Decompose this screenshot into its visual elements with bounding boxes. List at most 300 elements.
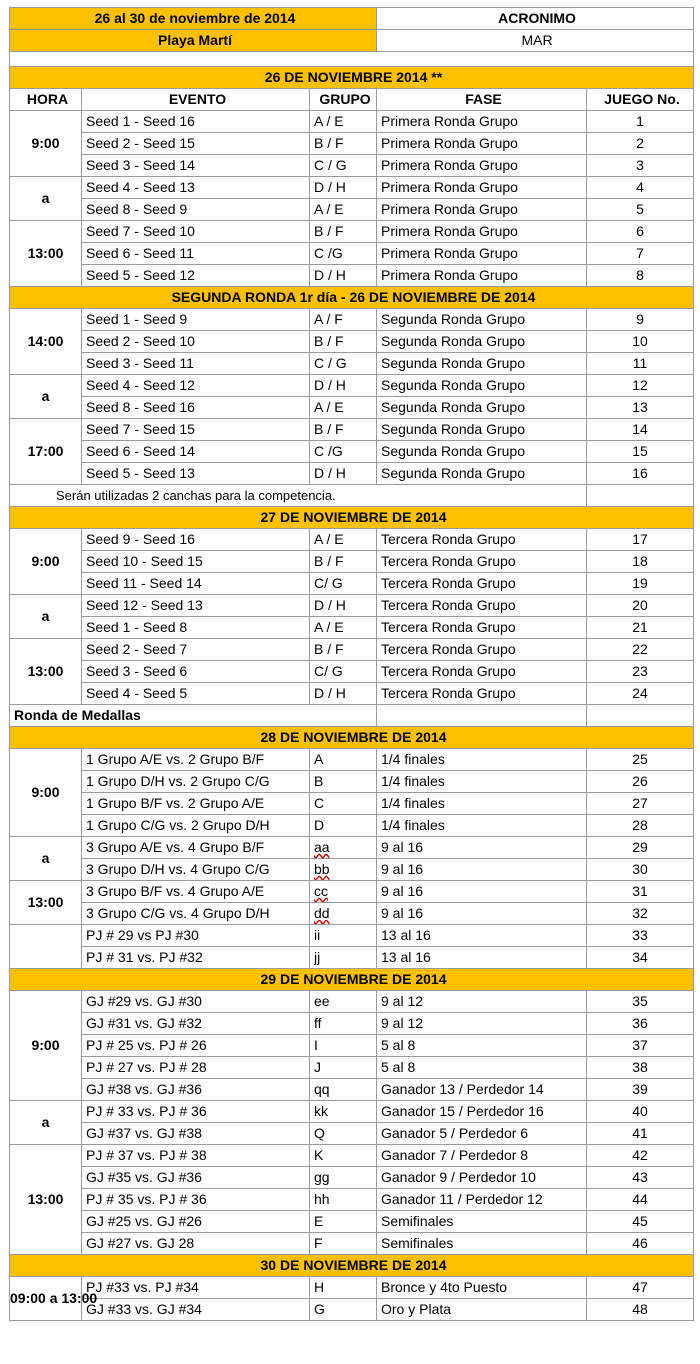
group-code: ff xyxy=(314,1015,322,1031)
group-code: ii xyxy=(314,927,321,943)
phase-cell: Tercera Ronda Grupo xyxy=(377,573,587,595)
group-cell xyxy=(310,881,377,903)
phase-cell: Segunda Ronda Grupo xyxy=(377,309,587,331)
event-cell: GJ #31 vs. GJ #32 xyxy=(82,1013,310,1035)
group-cell xyxy=(310,1079,377,1101)
group-code: cc xyxy=(314,883,328,899)
col-grupo-header: GRUPO xyxy=(310,89,377,111)
match-row xyxy=(10,199,694,221)
group-code: J xyxy=(314,1059,321,1075)
event-cell: Seed 1 - Seed 8 xyxy=(82,617,310,639)
group-code: C xyxy=(314,795,325,811)
venue-name: Playa Martí xyxy=(10,30,377,52)
match-row xyxy=(10,749,694,771)
group-cell xyxy=(310,1167,377,1189)
phase-cell: 5 al 8 xyxy=(377,1035,587,1057)
match-row xyxy=(10,155,694,177)
match-row xyxy=(10,815,694,837)
phase-cell: Segunda Ronda Grupo xyxy=(377,331,587,353)
event-cell: 3 Grupo C/G vs. 4 Grupo D/H xyxy=(82,903,310,925)
group-cell xyxy=(310,1233,377,1255)
phase-cell: Ganador 13 / Perdedor 14 xyxy=(377,1079,587,1101)
match-row xyxy=(10,771,694,793)
group-cell xyxy=(310,133,377,155)
event-cell: GJ #27 vs. GJ 28 xyxy=(82,1233,310,1255)
group-cell xyxy=(310,331,377,353)
match-row xyxy=(10,1277,694,1299)
event-cell: 1 Grupo B/F vs. 2 Grupo A/E xyxy=(82,793,310,815)
phase-cell: Ganador 15 / Perdedor 16 xyxy=(377,1101,587,1123)
group-code: B xyxy=(314,773,324,789)
section-title: SEGUNDA RONDA 1r día - 26 DE NOVIEMBRE DE 2014 xyxy=(10,287,694,309)
medal-round-empty xyxy=(377,705,587,727)
game-number-cell: 34 xyxy=(587,947,694,969)
group-code: A xyxy=(314,751,324,767)
phase-cell: 1/4 finales xyxy=(377,771,587,793)
phase-cell: Ganador 5 / Perdedor 6 xyxy=(377,1123,587,1145)
event-cell: Seed 11 - Seed 14 xyxy=(82,573,310,595)
match-row xyxy=(10,925,694,947)
group-code: B / F xyxy=(314,333,344,349)
event-cell: 3 Grupo A/E vs. 4 Grupo B/F xyxy=(82,837,310,859)
event-cell: PJ #33 vs. PJ #34 xyxy=(82,1277,310,1299)
group-code: A / E xyxy=(314,531,344,547)
schedule-table xyxy=(9,7,694,1321)
event-cell: Seed 8 - Seed 16 xyxy=(82,397,310,419)
column-header-row xyxy=(10,89,694,111)
phase-cell: Oro y Plata xyxy=(377,1299,587,1321)
time-cell: 9:00 xyxy=(10,749,82,837)
event-cell: Seed 8 - Seed 9 xyxy=(82,199,310,221)
time-cell: a xyxy=(10,837,82,881)
event-cell: Seed 2 - Seed 15 xyxy=(82,133,310,155)
event-dates: 26 al 30 de noviembre de 2014 xyxy=(10,8,377,30)
match-row xyxy=(10,881,694,903)
game-number-cell: 3 xyxy=(587,155,694,177)
phase-cell: 13 al 16 xyxy=(377,925,587,947)
time-cell: a xyxy=(10,1101,82,1145)
game-number-cell: 37 xyxy=(587,1035,694,1057)
phase-cell: Primera Ronda Grupo xyxy=(377,265,587,287)
event-cell: GJ #37 vs. GJ #38 xyxy=(82,1123,310,1145)
group-cell xyxy=(310,1013,377,1035)
medal-round-row xyxy=(10,705,694,727)
match-row xyxy=(10,1189,694,1211)
phase-cell: Primera Ronda Grupo xyxy=(377,177,587,199)
section-title: 29 DE NOVIEMBRE DE 2014 xyxy=(10,969,694,991)
group-code: aa xyxy=(314,839,330,855)
group-cell xyxy=(310,617,377,639)
group-cell xyxy=(310,573,377,595)
time-cell: 14:00 xyxy=(10,309,82,375)
col-hora-header: HORA xyxy=(10,89,82,111)
event-cell: GJ #25 vs. GJ #26 xyxy=(82,1211,310,1233)
match-row xyxy=(10,1123,694,1145)
game-number-cell: 27 xyxy=(587,793,694,815)
group-code: B / F xyxy=(314,135,344,151)
group-code: D / H xyxy=(314,685,346,701)
game-number-cell: 8 xyxy=(587,265,694,287)
game-number-cell: 39 xyxy=(587,1079,694,1101)
event-cell: Seed 2 - Seed 10 xyxy=(82,331,310,353)
match-row xyxy=(10,903,694,925)
group-code: C /G xyxy=(314,443,343,459)
group-code: D / H xyxy=(314,377,346,393)
event-cell: 3 Grupo B/F vs. 4 Grupo A/E xyxy=(82,881,310,903)
phase-cell: 9 al 16 xyxy=(377,859,587,881)
phase-cell: Tercera Ronda Grupo xyxy=(377,617,587,639)
phase-cell: 9 al 12 xyxy=(377,1013,587,1035)
group-code: C/ G xyxy=(314,663,343,679)
time-cell: 13:00 xyxy=(10,881,82,925)
group-cell xyxy=(310,661,377,683)
match-row xyxy=(10,463,694,485)
acronym-value: MAR xyxy=(377,30,694,52)
match-row xyxy=(10,441,694,463)
phase-cell: Segunda Ronda Grupo xyxy=(377,375,587,397)
group-cell xyxy=(310,749,377,771)
time-cell: 9:00 xyxy=(10,529,82,595)
spacer-cell xyxy=(10,52,694,67)
group-cell xyxy=(310,155,377,177)
game-number-cell: 36 xyxy=(587,1013,694,1035)
game-number-cell: 19 xyxy=(587,573,694,595)
match-row xyxy=(10,243,694,265)
game-number-cell: 48 xyxy=(587,1299,694,1321)
group-cell xyxy=(310,1189,377,1211)
group-cell xyxy=(310,1123,377,1145)
group-cell xyxy=(310,771,377,793)
event-cell: PJ # 25 vs. PJ # 26 xyxy=(82,1035,310,1057)
game-number-cell: 12 xyxy=(587,375,694,397)
game-number-cell: 24 xyxy=(587,683,694,705)
phase-cell: Tercera Ronda Grupo xyxy=(377,551,587,573)
group-code: F xyxy=(314,1235,323,1251)
event-cell: Seed 5 - Seed 13 xyxy=(82,463,310,485)
group-cell xyxy=(310,991,377,1013)
game-number-cell: 21 xyxy=(587,617,694,639)
time-cell: a xyxy=(10,375,82,419)
match-row xyxy=(10,683,694,705)
game-number-cell: 33 xyxy=(587,925,694,947)
event-cell: GJ #35 vs. GJ #36 xyxy=(82,1167,310,1189)
col-juego-header: JUEGO No. xyxy=(587,89,694,111)
game-number-cell: 5 xyxy=(587,199,694,221)
match-row xyxy=(10,309,694,331)
group-code: hh xyxy=(314,1191,330,1207)
group-code: A / E xyxy=(314,201,344,217)
group-cell xyxy=(310,551,377,573)
game-number-cell: 35 xyxy=(587,991,694,1013)
phase-cell: Ganador 11 / Perdedor 12 xyxy=(377,1189,587,1211)
courts-note: Serán utilizadas 2 canchas para la competencia. xyxy=(10,485,587,507)
note-empty-cell xyxy=(587,485,694,507)
event-cell: PJ # 37 vs. PJ # 38 xyxy=(82,1145,310,1167)
time-cell: 09:00 a 13:00 xyxy=(10,1277,82,1321)
section-band xyxy=(10,67,694,89)
match-row xyxy=(10,1211,694,1233)
phase-cell: 9 al 12 xyxy=(377,991,587,1013)
event-cell: 1 Grupo D/H vs. 2 Grupo C/G xyxy=(82,771,310,793)
game-number-cell: 18 xyxy=(587,551,694,573)
match-row xyxy=(10,133,694,155)
game-number-cell: 47 xyxy=(587,1277,694,1299)
phase-cell: 1/4 finales xyxy=(377,749,587,771)
event-cell: Seed 1 - Seed 9 xyxy=(82,309,310,331)
group-code: kk xyxy=(314,1103,328,1119)
match-row xyxy=(10,1101,694,1123)
phase-cell: 9 al 16 xyxy=(377,903,587,925)
group-code: A / E xyxy=(314,399,344,415)
group-code: jj xyxy=(314,949,321,965)
game-number-cell: 16 xyxy=(587,463,694,485)
event-cell: Seed 1 - Seed 16 xyxy=(82,111,310,133)
group-cell xyxy=(310,1101,377,1123)
group-cell xyxy=(310,529,377,551)
match-row xyxy=(10,1013,694,1035)
group-cell xyxy=(310,199,377,221)
game-number-cell: 25 xyxy=(587,749,694,771)
group-cell xyxy=(310,397,377,419)
match-row xyxy=(10,617,694,639)
event-cell: 1 Grupo A/E vs. 2 Grupo B/F xyxy=(82,749,310,771)
game-number-cell: 32 xyxy=(587,903,694,925)
section-title: 27 DE NOVIEMBRE DE 2014 xyxy=(10,507,694,529)
game-number-cell: 15 xyxy=(587,441,694,463)
phase-cell: 13 al 16 xyxy=(377,947,587,969)
phase-cell: Tercera Ronda Grupo xyxy=(377,529,587,551)
game-number-cell: 13 xyxy=(587,397,694,419)
game-number-cell: 7 xyxy=(587,243,694,265)
event-cell: PJ # 31 vs. PJ #32 xyxy=(82,947,310,969)
phase-cell: Semifinales xyxy=(377,1211,587,1233)
group-code: H xyxy=(314,1279,325,1295)
group-code: B / F xyxy=(314,553,344,569)
group-cell xyxy=(310,925,377,947)
phase-cell: 1/4 finales xyxy=(377,815,587,837)
event-cell: Seed 4 - Seed 5 xyxy=(82,683,310,705)
phase-cell: Segunda Ronda Grupo xyxy=(377,441,587,463)
group-code: C / G xyxy=(314,157,347,173)
phase-cell: Primera Ronda Grupo xyxy=(377,133,587,155)
match-row xyxy=(10,177,694,199)
phase-cell: 5 al 8 xyxy=(377,1057,587,1079)
group-code: A / E xyxy=(314,619,344,635)
event-cell: GJ #33 vs. GJ #34 xyxy=(82,1299,310,1321)
match-row xyxy=(10,111,694,133)
match-row xyxy=(10,573,694,595)
event-cell: Seed 6 - Seed 11 xyxy=(82,243,310,265)
match-row xyxy=(10,375,694,397)
game-number-cell: 4 xyxy=(587,177,694,199)
game-number-cell: 43 xyxy=(587,1167,694,1189)
group-code: A / F xyxy=(314,311,343,327)
group-code: A / E xyxy=(314,113,344,129)
game-number-cell: 30 xyxy=(587,859,694,881)
game-number-cell: 6 xyxy=(587,221,694,243)
group-code: I xyxy=(314,1037,318,1053)
group-code: C / G xyxy=(314,355,347,371)
time-cell: 9:00 xyxy=(10,991,82,1101)
phase-cell: Semifinales xyxy=(377,1233,587,1255)
group-cell xyxy=(310,221,377,243)
game-number-cell: 1 xyxy=(587,111,694,133)
header-row-2 xyxy=(10,30,694,52)
phase-cell: Tercera Ronda Grupo xyxy=(377,683,587,705)
match-row xyxy=(10,639,694,661)
group-code: E xyxy=(314,1213,324,1229)
game-number-cell: 40 xyxy=(587,1101,694,1123)
phase-cell: Segunda Ronda Grupo xyxy=(377,419,587,441)
spacer-row xyxy=(10,52,694,67)
acronym-label: ACRONIMO xyxy=(377,8,694,30)
group-code: D xyxy=(314,817,325,833)
match-row xyxy=(10,419,694,441)
time-cell: a xyxy=(10,177,82,221)
event-cell: Seed 3 - Seed 14 xyxy=(82,155,310,177)
event-cell: Seed 4 - Seed 12 xyxy=(82,375,310,397)
phase-cell: Primera Ronda Grupo xyxy=(377,155,587,177)
game-number-cell: 26 xyxy=(587,771,694,793)
event-cell: PJ # 35 vs. PJ # 36 xyxy=(82,1189,310,1211)
match-row xyxy=(10,859,694,881)
group-cell xyxy=(310,793,377,815)
event-cell: Seed 12 - Seed 13 xyxy=(82,595,310,617)
section-band xyxy=(10,969,694,991)
game-number-cell: 29 xyxy=(587,837,694,859)
match-row xyxy=(10,793,694,815)
match-row xyxy=(10,397,694,419)
group-cell xyxy=(310,903,377,925)
group-code: B / F xyxy=(314,223,344,239)
match-row xyxy=(10,595,694,617)
phase-cell: Primera Ronda Grupo xyxy=(377,243,587,265)
game-number-cell: 28 xyxy=(587,815,694,837)
phase-cell: Bronce y 4to Puesto xyxy=(377,1277,587,1299)
match-row xyxy=(10,551,694,573)
phase-cell: Segunda Ronda Grupo xyxy=(377,353,587,375)
event-cell: Seed 10 - Seed 15 xyxy=(82,551,310,573)
group-cell xyxy=(310,353,377,375)
group-code: D / H xyxy=(314,465,346,481)
group-code: B / F xyxy=(314,641,344,657)
event-cell: Seed 2 - Seed 7 xyxy=(82,639,310,661)
match-row xyxy=(10,991,694,1013)
time-cell xyxy=(10,925,82,969)
match-row xyxy=(10,265,694,287)
group-code: gg xyxy=(314,1169,330,1185)
game-number-cell: 42 xyxy=(587,1145,694,1167)
event-cell: Seed 3 - Seed 11 xyxy=(82,353,310,375)
event-cell: 3 Grupo D/H vs. 4 Grupo C/G xyxy=(82,859,310,881)
match-row xyxy=(10,1057,694,1079)
group-code: C/ G xyxy=(314,575,343,591)
match-row xyxy=(10,1299,694,1321)
group-cell xyxy=(310,837,377,859)
match-row xyxy=(10,947,694,969)
time-cell: 17:00 xyxy=(10,419,82,485)
group-cell xyxy=(310,1277,377,1299)
section-band xyxy=(10,1255,694,1277)
phase-cell: Ganador 7 / Perdedor 8 xyxy=(377,1145,587,1167)
section-title: 26 DE NOVIEMBRE 2014 ** xyxy=(10,67,694,89)
phase-cell: Primera Ronda Grupo xyxy=(377,221,587,243)
event-cell: Seed 5 - Seed 12 xyxy=(82,265,310,287)
group-cell xyxy=(310,815,377,837)
group-cell xyxy=(310,859,377,881)
group-cell xyxy=(310,639,377,661)
header-row-1 xyxy=(10,8,694,30)
match-row xyxy=(10,221,694,243)
event-cell: Seed 4 - Seed 13 xyxy=(82,177,310,199)
event-cell: PJ # 33 vs. PJ # 36 xyxy=(82,1101,310,1123)
match-row xyxy=(10,1079,694,1101)
group-code: dd xyxy=(314,905,330,921)
game-number-cell: 20 xyxy=(587,595,694,617)
time-cell: 9:00 xyxy=(10,111,82,177)
game-number-cell: 38 xyxy=(587,1057,694,1079)
game-number-cell: 17 xyxy=(587,529,694,551)
phase-cell: Primera Ronda Grupo xyxy=(377,199,587,221)
game-number-cell: 23 xyxy=(587,661,694,683)
time-cell: 13:00 xyxy=(10,221,82,287)
group-cell xyxy=(310,595,377,617)
game-number-cell: 9 xyxy=(587,309,694,331)
phase-cell: 1/4 finales xyxy=(377,793,587,815)
group-cell xyxy=(310,1057,377,1079)
time-cell: a xyxy=(10,595,82,639)
group-cell xyxy=(310,1299,377,1321)
match-row xyxy=(10,837,694,859)
group-cell xyxy=(310,463,377,485)
group-cell xyxy=(310,1211,377,1233)
time-cell: 13:00 xyxy=(10,1145,82,1255)
group-code: Q xyxy=(314,1125,325,1141)
match-row xyxy=(10,529,694,551)
event-cell: Seed 9 - Seed 16 xyxy=(82,529,310,551)
group-code: C /G xyxy=(314,245,343,261)
phase-cell: Segunda Ronda Grupo xyxy=(377,463,587,485)
time-cell: 13:00 xyxy=(10,639,82,705)
match-row xyxy=(10,331,694,353)
game-number-cell: 10 xyxy=(587,331,694,353)
group-code: K xyxy=(314,1147,324,1163)
group-code: D / H xyxy=(314,267,346,283)
group-code: B / F xyxy=(314,421,344,437)
section-band xyxy=(10,507,694,529)
section-band xyxy=(10,727,694,749)
event-cell: Seed 6 - Seed 14 xyxy=(82,441,310,463)
match-row xyxy=(10,1035,694,1057)
event-cell: GJ #29 vs. GJ #30 xyxy=(82,991,310,1013)
match-row xyxy=(10,1145,694,1167)
medal-round-label: Ronda de Medallas xyxy=(10,705,377,727)
group-code: D / H xyxy=(314,597,346,613)
event-cell: 1 Grupo C/G vs. 2 Grupo D/H xyxy=(82,815,310,837)
section-title: 28 DE NOVIEMBRE DE 2014 xyxy=(10,727,694,749)
event-cell: Seed 7 - Seed 15 xyxy=(82,419,310,441)
phase-cell: Segunda Ronda Grupo xyxy=(377,397,587,419)
group-code: G xyxy=(314,1301,325,1317)
game-number-cell: 11 xyxy=(587,353,694,375)
game-number-cell: 46 xyxy=(587,1233,694,1255)
game-number-cell: 41 xyxy=(587,1123,694,1145)
phase-cell: Tercera Ronda Grupo xyxy=(377,661,587,683)
group-code: bb xyxy=(314,861,330,877)
col-evento-header: EVENTO xyxy=(82,89,310,111)
group-cell xyxy=(310,309,377,331)
group-cell xyxy=(310,265,377,287)
